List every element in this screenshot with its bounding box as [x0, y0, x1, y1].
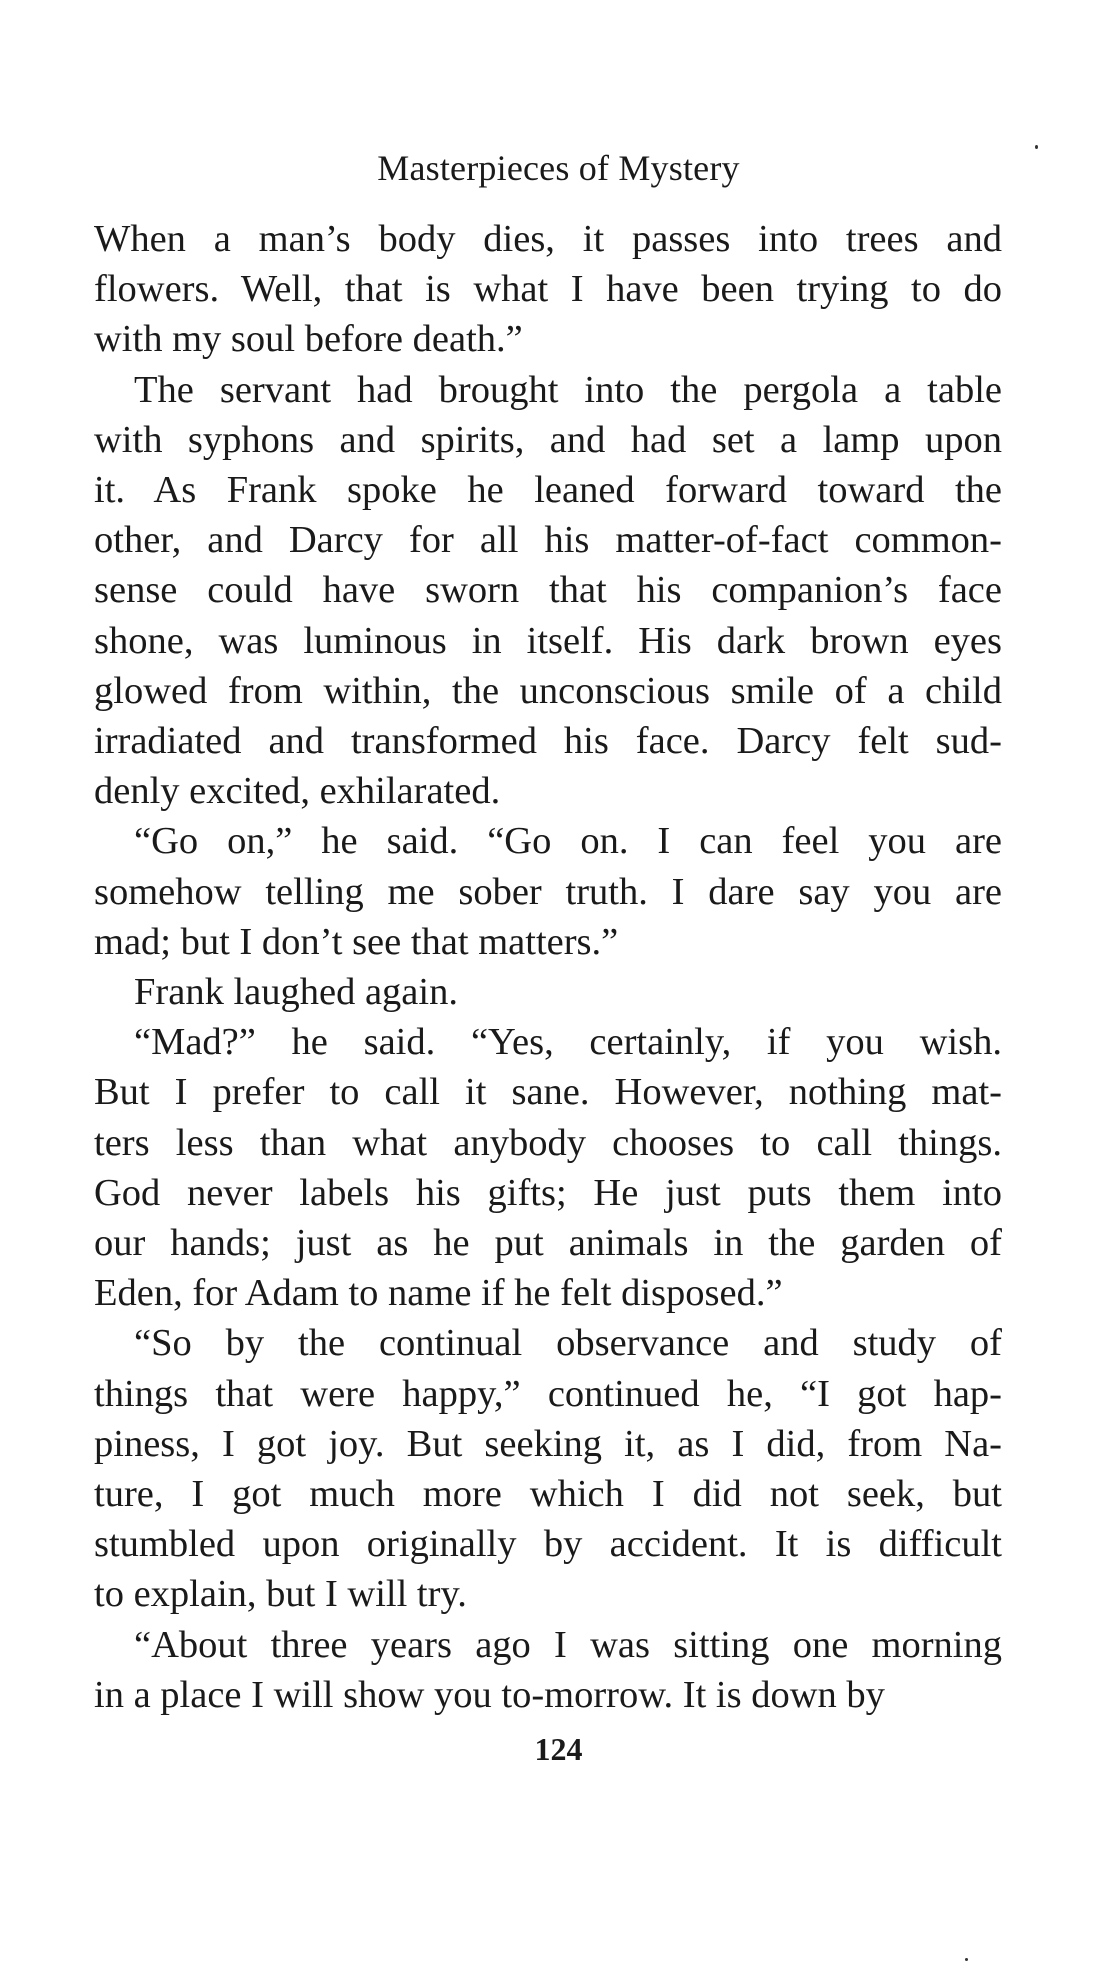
text-line: irradiated and transformed his face. Darcy felt sud-	[94, 720, 1002, 763]
text-line: “About three years ago I was sitting one morning	[134, 1623, 1002, 1666]
text-line: The servant had brought into the pergola a table	[134, 368, 1002, 411]
text-line: When a man’s body dies, it passes into trees and	[94, 218, 1002, 260]
text-line: Eden, for Adam to name if he felt disposed.”	[94, 1272, 783, 1315]
paragraph	[94, 816, 1002, 967]
text-line: “Go on,” he said. “Go on. I can feel you are	[134, 820, 1002, 863]
text-line: somehow telling me sober truth. I dare say you are	[94, 870, 1002, 913]
text-line: to explain, but I will try.	[94, 1573, 467, 1616]
text-line: flowers. Well, that is what I have been trying to do	[94, 268, 1002, 311]
text-line: “So by the continual observance and study of	[134, 1322, 1002, 1365]
paragraph	[94, 967, 1002, 1017]
text-line: glowed from within, the unconscious smile of a child	[94, 669, 1002, 712]
ink-speck	[965, 1958, 968, 1961]
text-line: shone, was luminous in itself. His dark brown eyes	[94, 619, 1002, 662]
text-line: with syphons and spirits, and had set a lamp upon	[94, 418, 1002, 461]
text-line: But I prefer to call it sane. However, nothing mat-	[94, 1071, 1002, 1114]
text-line: ture, I got much more which I did not seek, but	[94, 1473, 1002, 1516]
running-head: Masterpieces of Mystery	[377, 148, 740, 188]
text-line: ters less than what anybody chooses to call things.	[94, 1121, 1002, 1164]
paragraph	[94, 1620, 1002, 1720]
text-line: stumbled upon originally by accident. It is difficult	[94, 1523, 1002, 1566]
page-number: 124	[534, 1731, 583, 1767]
paragraph	[94, 1318, 1002, 1619]
text-line: sense could have sworn that his companion’s face	[94, 569, 1002, 612]
paragraph	[94, 214, 1002, 365]
text-line: things that were happy,” continued he, “I got hap-	[94, 1372, 1002, 1415]
text-line: other, and Darcy for all his matter-of-fact common-	[94, 519, 1002, 562]
body-text	[94, 214, 1002, 1720]
text-line: piness, I got joy. But seeking it, as I did, from Na-	[94, 1422, 1002, 1465]
text-line: “Mad?” he said. “Yes, certainly, if you wish.	[134, 1021, 1002, 1064]
text-line: God never labels his gifts; He just puts them into	[94, 1171, 1002, 1214]
paragraph	[94, 365, 1002, 817]
text-line: Frank laughed again.	[134, 971, 458, 1014]
text-line: denly excited, exhilarated.	[94, 770, 501, 813]
text-line: with my soul before death.”	[94, 318, 523, 361]
text-line: in a place I will show you to-morrow. It is down by	[94, 1673, 885, 1716]
text-line: it. As Frank spoke he leaned forward toward the	[94, 469, 1002, 512]
paragraph	[94, 1017, 1002, 1318]
text-line: our hands; just as he put animals in the garden of	[94, 1222, 1002, 1265]
text-line: mad; but I don’t see that matters.”	[94, 920, 619, 963]
